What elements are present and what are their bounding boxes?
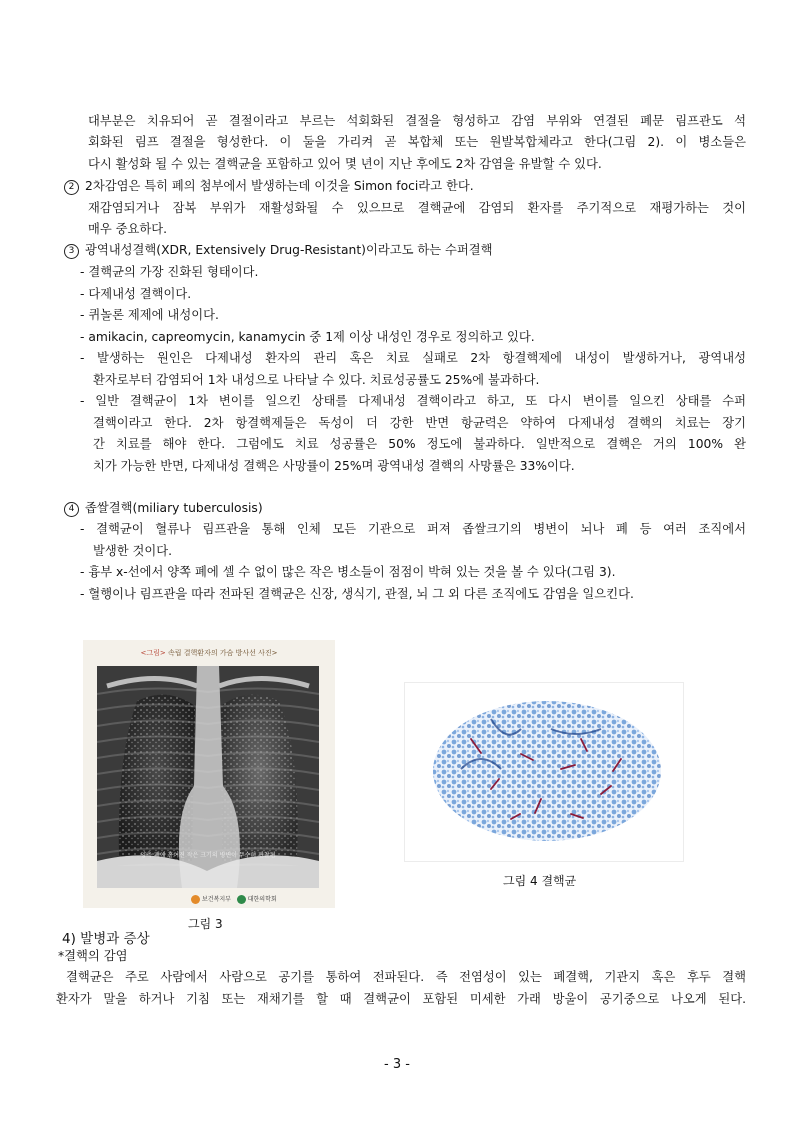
list-item-text: 좁쌀결핵(miliary tuberculosis) [85, 501, 263, 515]
list-item-text: 광역내성결핵(XDR, Extensively Drug-Resistant)이라고도 하는 수퍼결핵 [85, 243, 493, 257]
bullet-line: 결핵이라고 한다. 2차 항결핵제들은 독성이 더 강한 반면 항균력은 약하여 다제내성 결핵의 치료는 장기 [93, 416, 746, 430]
figure-micrograph [404, 682, 684, 862]
bullet-line: - 일반 결핵균이 1차 변이를 일으킨 상태를 다제내성 결핵이라고 하고, 또 다시 변이를 일으킨 상태를 수퍼 [80, 394, 746, 408]
paragraph-line: 대부분은 치유되어 곧 결절이라고 부르는 석회화된 결절을 형성하고 감염 부위와 연결된 폐문 림프관도 석 [88, 114, 746, 128]
paragraph-line: 재감염되거나 잠복 부위가 재활성화될 수 있으므로 결핵균에 감염되 환자를 주기적으로 재평가하는 것이 [88, 201, 746, 215]
bullet-line: 치가 가능한 반면, 다제내성 결핵은 사망률이 25%며 광역내성 결핵의 사망률은 33%이다. [93, 459, 575, 473]
circled-number: 4 [64, 502, 79, 517]
bullet-line: - 흉부 x-선에서 양쪽 폐에 셀 수 없이 많은 작은 병소들이 점점이 박혀 있는 것을 볼 수 있다(그림 3). [80, 565, 616, 579]
figure-top-caption: <그림> 속립 결핵환자의 가슴 방사선 사진> [140, 649, 278, 657]
circled-number: 2 [64, 180, 79, 195]
bacteria-stain-image [431, 699, 663, 843]
bullet-line: - 결핵균의 가장 진화된 형태이다. [80, 265, 259, 279]
bullet-line: 환자로부터 감염되어 1차 내성으로 나타날 수 있다. 치료성공률도 25%에 불과하다. [93, 373, 540, 387]
bullet-line: - 혈행이나 림프관을 따라 전파된 결핵균은 신장, 생식기, 관절, 뇌 그 외 다른 조직에도 감염을 일으킨다. [80, 587, 634, 601]
page-number: - 3 - [384, 1057, 410, 1072]
list-item-2 [64, 176, 474, 197]
academy-logo-icon [237, 895, 246, 904]
list-item-3 [64, 240, 493, 261]
list-item-4 [64, 498, 263, 519]
paragraph-line: 회화된 림프 결절을 형성한다. 이 둘을 가리켜 곧 복합체 또는 원발복합체라고 한다(그림 2). 이 병소들은 [88, 135, 746, 149]
figure-3-caption: 그림 3 [188, 917, 223, 931]
bullet-line: - 발생하는 원인은 다제내성 환자의 관리 혹은 치료 실패로 2차 항결핵제에 내성이 발생하거나, 광역내성 [80, 351, 746, 365]
ministry-logo-icon [191, 895, 200, 904]
section-subheading: *결핵의 감염 [58, 949, 128, 963]
section-heading: 4) 발병과 증상 [62, 931, 150, 947]
figure-4-caption: 그림 4 결핵균 [503, 874, 577, 888]
list-item-text: 2차감염은 특히 폐의 첨부에서 발생하는데 이것을 Simon foci라고 한다. [85, 179, 474, 193]
bullet-line: - amikacin, capreomycin, kanamycin 중 1제 이상 내성인 경우로 정의하고 있다. [80, 330, 535, 344]
bullet-line: 간 치료를 해야 한다. 그럼에도 치료 성공률은 50% 정도에 불과하다. 일반적으로 결핵은 거의 100% 완 [93, 437, 746, 451]
bullet-line: 발생한 것이다. [93, 544, 173, 558]
circled-number: 3 [64, 244, 79, 259]
xray-inner-label: 양측 폐에 흩어진 작은 크기의 병변이 무수히 관찰됨 [140, 852, 276, 859]
bullet-line: - 결핵균이 혈류나 림프관을 통해 인체 모든 기관으로 퍼져 좁쌀크기의 병변이 뇌나 폐 등 여러 조직에서 [80, 522, 746, 536]
paragraph-line: 환자가 말을 하거나 기침 또는 재채기를 할 때 결핵균이 포함된 미세한 가래 방울이 공기중으로 나오게 된다. [56, 992, 746, 1006]
bullet-line: - 퀴놀론 제제에 내성이다. [80, 308, 219, 322]
publisher-logos: 보건복지부 대한의학회 [191, 894, 277, 904]
paragraph-line: 다시 활성화 될 수 있는 결핵균을 포함하고 있어 몇 년이 지난 후에도 2차 감염을 유발할 수 있다. [88, 157, 602, 171]
paragraph-line: 매우 중요하다. [88, 222, 168, 236]
figure-chest-xray [83, 640, 335, 908]
bullet-line: - 다제내성 결핵이다. [80, 287, 192, 301]
paragraph-line: 결핵균은 주로 사람에서 사람으로 공기를 통하여 전파된다. 즉 전염성이 있는 폐결핵, 기관지 혹은 후두 결핵 [66, 970, 746, 984]
